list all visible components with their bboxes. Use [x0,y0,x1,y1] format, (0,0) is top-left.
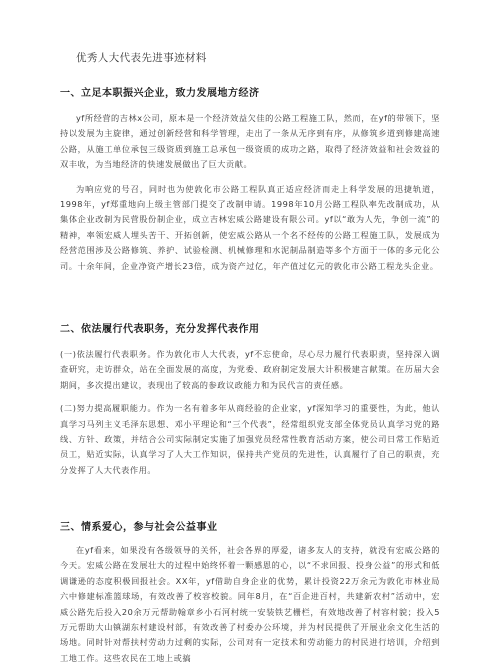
section-heading: 二、依法履行代表职务，充分发挥代表作用 [60,324,260,335]
section-heading: 三、情系爱心，参与社会公益事业 [60,522,218,533]
section-heading: 一、立足本职振兴企业，致力发展地方经济 [60,88,260,99]
paragraph: 在yf看来，如果没有各级领导的关怀，社会各界的厚爱，诸多友人的支持，就没有宏威公路的今天。宏威公路在发展壮大的过程中始终怀着一颗感恩的心，以“不求回报、投身公益”的形式和低调谦逊的态度积极回报社会。XX年，yf借助自身企业的优势，累计投资22万余元为敦化市林业局六中修建标准篮球场，有效改善了校容校貌。同年8月，在“百企进百村，共建新农村”活动中，宏威公路先后投入20余万元帮助翰章乡小石河村统一安装铁艺栅栏，有效地改善了村容村貌；投入5万元帮助大山镇湖东村建设村部，有效改善了村委办公环境，并为村民提供了开展业余文化生活的场地。同时针对帮扶村劳动力过剩的实际，公司对有一定技术和劳动能力的村民进行培训，介绍到工地工作。这些农民在工地上或搞 [60,545,440,663]
paragraph: 为响应党的号召，同时也为使敦化市公路工程队真正适应经济而走上科学发展的迅捷轨道，1998年，yf郑重地向上级主管部门提交了改制申请。1998年10月公路工程队率先改制成功，从集体企业改制为民营股份制企业，成立吉林宏威公路建设有限公司。yf以“敢为人先，争创一流”的精神，率领宏威人埋头苦干、开拓创新，使宏威公路从一个名不经传的公路工程施工队，发展成为经营范围涉及公路修筑、养护、试验检测、机械修理和水泥制品制造等多个方面于一体的多元化公司。十余年间，企业净资产增长23倍，成为资产过亿，年产值过亿元的敦化市公路工程龙头企业。 [60,183,440,271]
paragraph: yf所经营的吉林x公司，原本是一个经济效益欠佳的公路工程施工队，然而，在yf的带领下，坚持以发展为主旋律，通过创新经营和科学管理，走出了一条从无序到有序，从修筑乡道到修建高速公路，从施工单位承包三级资质到施工总承包一级资质的成功之路，取得了经济效益和社会效益的双丰收，为当地经济的快速发展做出了巨大贡献。 [60,113,440,170]
paragraph: (二)努力提高履职能力。作为一名有着多年从商经验的企业家，yf深知学习的重要性，为此，他认真学习马列主义毛泽东思想、邓小平理论和“三个代表”，经常组织党支部全体党员认真学习党的路线、方针、政策，并结合公司实际制定实施了加强党员经常性教育活动方案，使公司日常工作贴近员工，贴近实际，认真学习了人大工作知识，保持共产党员的先进性，认真履行了自己的职责，充分发挥了人大代表作用。 [60,403,440,475]
section-3 [60,518,440,666]
section-2 [60,320,440,478]
section-1 [60,84,440,274]
paragraph: (一)依法履行代表职务。作为敦化市人大代表，yf不忘使命，尽心尽力履行代表职责，坚持深入调查研究，走访群众，站在全面发展的高度，为党委、政府制定发展大计积极建言献策。在历届大会期间，多次提出建议，表现出了较高的参政议政能力和为民代言的责任感。 [60,349,440,390]
document-title: 优秀人大代表先进事迹材料 [76,52,207,64]
